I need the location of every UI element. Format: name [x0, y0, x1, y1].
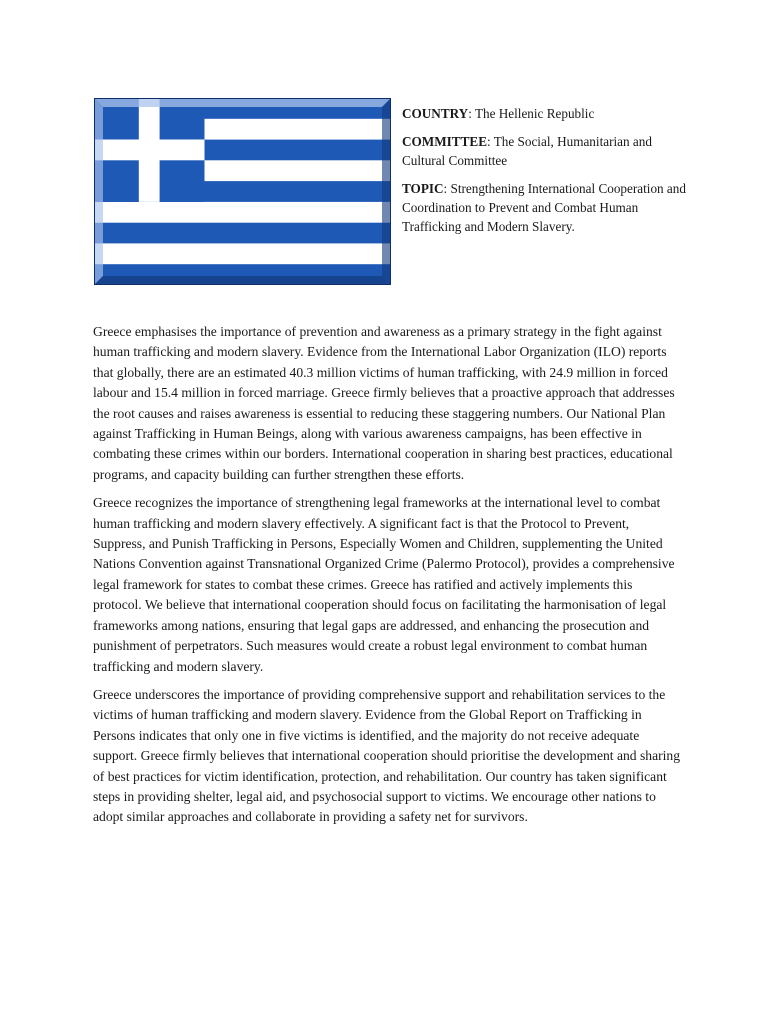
country-value: : The Hellenic Republic [468, 106, 595, 121]
committee-value: : The Social, Humanitarian and Cultural Committee [402, 134, 652, 168]
greece-flag-image [94, 98, 391, 285]
country-line [402, 104, 692, 123]
paragraph-legal-frameworks: Greece recognizes the importance of strengthening legal frameworks at the international level to combat human trafficking and modern slavery effectively. A significant fact is that the Protocol to Prevent, Suppress, and Punish Trafficking in Persons, Especially Women and Children, supplementing the United Nations Convention against Transnational Organized Crime (Palermo Protocol), provides a comprehensive legal framework for states to combat these crimes. Greece has ratified and actively implements this protocol. We believe that international cooperation should focus on facilitating the harmonisation of legal frameworks among nations, ensuring that legal gaps are addressed, and enhancing the prosecution and punishment of perpetrators. Such measures would create a robust legal environment to combat human trafficking and modern slavery. [93, 495, 675, 674]
country-label: COUNTRY [402, 106, 469, 121]
paragraph-victim-support: Greece underscores the importance of providing comprehensive support and rehabilitation services to the victims of human trafficking and modern slavery. Evidence from the Global Report on Trafficking in Persons indicates that only one in five victims is identified, and the majority do not receive adequate support. Greece firmly believes that international cooperation should prioritise the development and sharing of best practices for victim identification, protection, and rehabilitation. Our country has taken significant steps in providing shelter, legal aid, and psychosocial support to victims. We encourage other nations to adopt similar approaches and collaborate in providing a safety net for survivors. [93, 686, 681, 825]
committee-label: COMMITTEE [402, 134, 487, 149]
paragraph-prevention: Greece emphasises the importance of prevention and awareness as a primary strategy in the fight against human trafficking and modern slavery. Evidence from the International Labor Organization (ILO) reports that globally, there are an estimated 40.3 million victims of human trafficking, with 24.9 million in forced labour and 15.4 million in forced marriage. Greece firmly believes that a proactive approach that addresses the root causes and raises awareness is essential to reducing these staggering numbers. Our National Plan against Trafficking in Human Beings, along with various awareness campaigns, has been effective in combating these crimes within our borders. International cooperation in sharing best practices, educational programs, and capacity building can further strengthen these efforts. [93, 324, 675, 482]
topic-label: TOPIC [402, 181, 444, 196]
document-body [93, 322, 681, 836]
committee-line [402, 132, 692, 170]
topic-line [402, 179, 692, 236]
document-header [402, 104, 692, 245]
topic-value: : Strengthening International Cooperation and Coordination to Prevent and Combat Human Trafficking and Modern Slavery. [402, 181, 686, 234]
